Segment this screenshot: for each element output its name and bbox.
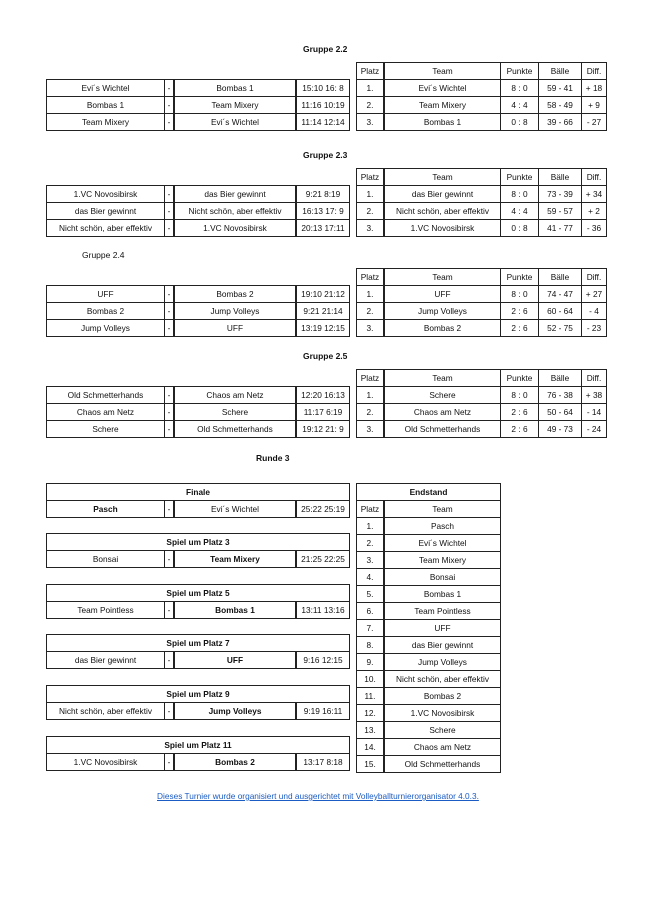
standing-diff: + 38 [582, 387, 607, 404]
standing-platz: 3. [357, 421, 385, 438]
final-match-table [46, 533, 350, 568]
standing-punkte: 4 : 4 [501, 203, 539, 220]
header-baelle: Bälle [539, 169, 582, 186]
header-punkte: Punkte [501, 169, 539, 186]
group-title: Gruppe 2.4 [82, 250, 125, 260]
group-matches-table [46, 185, 350, 237]
endstand-row [357, 620, 501, 637]
match-away: Jump Volleys [174, 303, 296, 320]
standing-team: 1.VC Novosibirsk [384, 220, 501, 237]
header-baelle: Bälle [539, 63, 582, 80]
header-diff: Diff. [582, 169, 607, 186]
endstand-platz: 13. [357, 722, 385, 739]
match-home: Bonsai [47, 551, 165, 568]
header-platz: Platz [357, 63, 385, 80]
match-home: 1.VC Novosibirsk [47, 186, 165, 203]
match-row [47, 602, 350, 619]
match-score: 19:12 21: 9 [296, 421, 350, 438]
match-separator: - [165, 320, 175, 337]
header-diff: Diff. [582, 63, 607, 80]
header-diff: Diff. [582, 370, 607, 387]
endstand-table [356, 483, 501, 773]
final-match-table [46, 634, 350, 669]
match-score: 11:14 12:14 [296, 114, 350, 131]
match-separator: - [165, 97, 175, 114]
endstand-row [357, 518, 501, 535]
match-row [47, 186, 350, 203]
endstand-platz: 14. [357, 739, 385, 756]
endstand-platz: 4. [357, 569, 385, 586]
standing-diff: + 9 [582, 97, 607, 114]
standings-row [357, 114, 607, 131]
endstand-team: Schere [384, 722, 501, 739]
match-home: das Bier gewinnt [47, 203, 165, 220]
match-away: Evi´s Wichtel [174, 114, 296, 131]
endstand-team: Bonsai [384, 569, 501, 586]
endstand-platz: 3. [357, 552, 385, 569]
match-home: Nicht schön, aber effektiv [47, 703, 165, 720]
standing-platz: 2. [357, 203, 385, 220]
header-platz: Platz [357, 169, 385, 186]
standing-team: Chaos am Netz [384, 404, 501, 421]
match-separator: - [165, 303, 175, 320]
standing-baelle: 60 - 64 [539, 303, 582, 320]
endstand-row [357, 739, 501, 756]
endstand-team: 1.VC Novosibirsk [384, 705, 501, 722]
final-title: Spiel um Platz 11 [47, 737, 350, 754]
endstand-platz: 12. [357, 705, 385, 722]
standings-header [357, 370, 607, 387]
endstand-platz: 8. [357, 637, 385, 654]
match-separator: - [165, 652, 175, 669]
endstand-team: Old Schmetterhands [384, 756, 501, 773]
endstand-platz: 11. [357, 688, 385, 705]
match-away: Bombas 1 [174, 602, 296, 619]
standing-platz: 1. [357, 186, 385, 203]
standing-platz: 2. [357, 97, 385, 114]
endstand-team: Jump Volleys [384, 654, 501, 671]
group-standings-table [356, 62, 607, 131]
group-matches-table [46, 79, 350, 131]
standing-diff: - 36 [582, 220, 607, 237]
endstand-platz: 1. [357, 518, 385, 535]
standing-platz: 1. [357, 387, 385, 404]
match-home: Evi´s Wichtel [47, 80, 165, 97]
endstand-row [357, 586, 501, 603]
standing-team: das Bier gewinnt [384, 186, 501, 203]
standing-diff: + 34 [582, 186, 607, 203]
standing-diff: + 18 [582, 80, 607, 97]
match-score: 13:11 13:16 [296, 602, 350, 619]
match-row [47, 320, 350, 337]
final-title-row [47, 484, 350, 501]
endstand-row [357, 654, 501, 671]
standings-row [357, 286, 607, 303]
match-score: 9:16 12:15 [296, 652, 350, 669]
endstand-row [357, 756, 501, 773]
match-home: Jump Volleys [47, 320, 165, 337]
endstand-row [357, 688, 501, 705]
match-away: Old Schmetterhands [174, 421, 296, 438]
match-score: 13:19 12:15 [296, 320, 350, 337]
match-score: 11:17 6:19 [296, 404, 350, 421]
standings-row [357, 186, 607, 203]
standing-platz: 2. [357, 404, 385, 421]
match-away: Bombas 2 [174, 286, 296, 303]
final-match-table [46, 736, 350, 771]
header-baelle: Bälle [539, 370, 582, 387]
standings-row [357, 404, 607, 421]
header-team: Team [384, 169, 501, 186]
standing-baelle: 76 - 38 [539, 387, 582, 404]
endstand-row [357, 569, 501, 586]
standings-row [357, 97, 607, 114]
match-separator: - [165, 421, 175, 438]
header-punkte: Punkte [501, 269, 539, 286]
final-title: Finale [47, 484, 350, 501]
standing-platz: 1. [357, 286, 385, 303]
endstand-title-row [357, 484, 501, 501]
standing-baelle: 50 - 64 [539, 404, 582, 421]
match-home: Chaos am Netz [47, 404, 165, 421]
match-away: Schere [174, 404, 296, 421]
endstand-team: Nicht schön, aber effektiv [384, 671, 501, 688]
match-row [47, 754, 350, 771]
match-score: 11:16 10:19 [296, 97, 350, 114]
header-platz: Platz [357, 269, 385, 286]
match-score: 9:19 16:11 [296, 703, 350, 720]
endstand-team: UFF [384, 620, 501, 637]
match-score: 25:22 25:19 [296, 501, 350, 518]
match-home: Team Pointless [47, 602, 165, 619]
match-home: Team Mixery [47, 114, 165, 131]
match-row [47, 652, 350, 669]
standing-platz: 1. [357, 80, 385, 97]
match-score: 9:21 21:14 [296, 303, 350, 320]
endstand-team: Team Pointless [384, 603, 501, 620]
standing-diff: + 27 [582, 286, 607, 303]
endstand-platz: 15. [357, 756, 385, 773]
header-diff: Diff. [582, 269, 607, 286]
final-match-table [46, 685, 350, 720]
endstand-team: Pasch [384, 518, 501, 535]
final-title-row [47, 585, 350, 602]
standing-punkte: 8 : 0 [501, 286, 539, 303]
standing-punkte: 0 : 8 [501, 114, 539, 131]
endstand-platz: 10. [357, 671, 385, 688]
standings-row [357, 220, 607, 237]
standing-platz: 3. [357, 220, 385, 237]
match-home: das Bier gewinnt [47, 652, 165, 669]
standing-diff: - 23 [582, 320, 607, 337]
final-title: Spiel um Platz 9 [47, 686, 350, 703]
group-standings-table [356, 369, 607, 438]
match-row [47, 421, 350, 438]
group-title: Gruppe 2.5 [303, 351, 348, 361]
standing-punkte: 0 : 8 [501, 220, 539, 237]
standing-baelle: 73 - 39 [539, 186, 582, 203]
match-away: das Bier gewinnt [174, 186, 296, 203]
match-away: Team Mixery [174, 551, 296, 568]
final-title-row [47, 686, 350, 703]
round-title: Runde 3 [256, 453, 290, 463]
header-baelle: Bälle [539, 269, 582, 286]
footer-link[interactable]: Dieses Turnier wurde organisiert und ausgerichtet mit Volleyballturnierorganisator 4.0.3. [157, 791, 479, 801]
standing-team: Bombas 2 [384, 320, 501, 337]
match-separator: - [165, 186, 175, 203]
match-home: Schere [47, 421, 165, 438]
match-home: Nicht schön, aber effektiv [47, 220, 165, 237]
match-separator: - [165, 602, 175, 619]
match-away: Bombas 2 [174, 754, 296, 771]
standing-baelle: 59 - 57 [539, 203, 582, 220]
endstand-team: das Bier gewinnt [384, 637, 501, 654]
standings-header [357, 269, 607, 286]
header-team: Team [384, 370, 501, 387]
match-home: Bombas 1 [47, 97, 165, 114]
standing-punkte: 8 : 0 [501, 80, 539, 97]
match-score: 20:13 17:11 [296, 220, 350, 237]
match-row [47, 303, 350, 320]
endstand-team: Bombas 1 [384, 586, 501, 603]
standing-diff: + 2 [582, 203, 607, 220]
endstand-team: Evi´s Wichtel [384, 535, 501, 552]
standing-punkte: 8 : 0 [501, 387, 539, 404]
match-separator: - [165, 754, 175, 771]
match-row [47, 501, 350, 518]
standings-row [357, 387, 607, 404]
match-score: 19:10 21:12 [296, 286, 350, 303]
match-row [47, 703, 350, 720]
match-separator: - [165, 404, 175, 421]
match-row [47, 404, 350, 421]
standing-team: Team Mixery [384, 97, 501, 114]
standings-row [357, 303, 607, 320]
match-row [47, 286, 350, 303]
endstand-row [357, 705, 501, 722]
match-separator: - [165, 501, 175, 518]
group-title: Gruppe 2.2 [303, 44, 348, 54]
match-separator: - [165, 551, 175, 568]
header-team: Team [384, 63, 501, 80]
standing-team: Bombas 1 [384, 114, 501, 131]
standing-punkte: 2 : 6 [501, 303, 539, 320]
match-row [47, 114, 350, 131]
match-home: 1.VC Novosibirsk [47, 754, 165, 771]
header-team: Team [384, 269, 501, 286]
final-match-table [46, 483, 350, 518]
standing-punkte: 2 : 6 [501, 320, 539, 337]
endstand-title: Endstand [357, 484, 501, 501]
match-score: 12:20 16:13 [296, 387, 350, 404]
standings-header [357, 63, 607, 80]
standing-platz: 3. [357, 114, 385, 131]
standing-baelle: 41 - 77 [539, 220, 582, 237]
match-row [47, 220, 350, 237]
match-away: Jump Volleys [174, 703, 296, 720]
standing-platz: 2. [357, 303, 385, 320]
group-standings-table [356, 268, 607, 337]
match-away: Team Mixery [174, 97, 296, 114]
endstand-row [357, 535, 501, 552]
group-title: Gruppe 2.3 [303, 150, 348, 160]
header-punkte: Punkte [501, 370, 539, 387]
header-team: Team [384, 501, 501, 518]
endstand-row [357, 722, 501, 739]
match-away: Chaos am Netz [174, 387, 296, 404]
final-match-table [46, 584, 350, 619]
match-row [47, 387, 350, 404]
final-title: Spiel um Platz 3 [47, 534, 350, 551]
match-separator: - [165, 286, 175, 303]
final-title-row [47, 737, 350, 754]
match-score: 15:10 16: 8 [296, 80, 350, 97]
standing-diff: - 4 [582, 303, 607, 320]
endstand-team: Team Mixery [384, 552, 501, 569]
match-row [47, 97, 350, 114]
standing-baelle: 59 - 41 [539, 80, 582, 97]
group-standings-table [356, 168, 607, 237]
endstand-platz: 6. [357, 603, 385, 620]
standing-team: Nicht schön, aber effektiv [384, 203, 501, 220]
standing-platz: 3. [357, 320, 385, 337]
standing-baelle: 39 - 66 [539, 114, 582, 131]
match-home: Pasch [47, 501, 165, 518]
endstand-row [357, 603, 501, 620]
standings-header [357, 169, 607, 186]
standing-team: Old Schmetterhands [384, 421, 501, 438]
endstand-team: Bombas 2 [384, 688, 501, 705]
match-row [47, 203, 350, 220]
endstand-row [357, 637, 501, 654]
header-platz: Platz [357, 501, 385, 518]
match-row [47, 551, 350, 568]
match-row [47, 80, 350, 97]
match-score: 13:17 8:18 [296, 754, 350, 771]
match-separator: - [165, 387, 175, 404]
endstand-platz: 7. [357, 620, 385, 637]
endstand-header [357, 501, 501, 518]
standing-baelle: 52 - 75 [539, 320, 582, 337]
final-title: Spiel um Platz 5 [47, 585, 350, 602]
match-away: Evi´s Wichtel [174, 501, 296, 518]
standing-team: Jump Volleys [384, 303, 501, 320]
standing-team: UFF [384, 286, 501, 303]
endstand-team: Chaos am Netz [384, 739, 501, 756]
standings-row [357, 421, 607, 438]
match-score: 21:25 22:25 [296, 551, 350, 568]
match-separator: - [165, 203, 175, 220]
standings-row [357, 80, 607, 97]
match-separator: - [165, 80, 175, 97]
standings-row [357, 203, 607, 220]
match-score: 16:13 17: 9 [296, 203, 350, 220]
endstand-row [357, 552, 501, 569]
endstand-platz: 5. [357, 586, 385, 603]
match-separator: - [165, 114, 175, 131]
match-away: UFF [174, 320, 296, 337]
standing-baelle: 49 - 73 [539, 421, 582, 438]
match-home: UFF [47, 286, 165, 303]
standing-punkte: 2 : 6 [501, 404, 539, 421]
endstand-platz: 9. [357, 654, 385, 671]
group-matches-table [46, 386, 350, 438]
standing-diff: - 27 [582, 114, 607, 131]
group-matches-table [46, 285, 350, 337]
final-title: Spiel um Platz 7 [47, 635, 350, 652]
standing-punkte: 2 : 6 [501, 421, 539, 438]
endstand-row [357, 671, 501, 688]
match-separator: - [165, 703, 175, 720]
final-title-row [47, 534, 350, 551]
header-platz: Platz [357, 370, 385, 387]
standing-team: Schere [384, 387, 501, 404]
standing-punkte: 4 : 4 [501, 97, 539, 114]
standing-team: Evi´s Wichtel [384, 80, 501, 97]
match-away: 1.VC Novosibirsk [174, 220, 296, 237]
match-home: Old Schmetterhands [47, 387, 165, 404]
standing-punkte: 8 : 0 [501, 186, 539, 203]
match-separator: - [165, 220, 175, 237]
standing-baelle: 74 - 47 [539, 286, 582, 303]
match-score: 9:21 8:19 [296, 186, 350, 203]
endstand-platz: 2. [357, 535, 385, 552]
header-punkte: Punkte [501, 63, 539, 80]
standings-row [357, 320, 607, 337]
standing-baelle: 58 - 49 [539, 97, 582, 114]
match-home: Bombas 2 [47, 303, 165, 320]
match-away: Nicht schön, aber effektiv [174, 203, 296, 220]
match-away: Bombas 1 [174, 80, 296, 97]
standing-diff: - 24 [582, 421, 607, 438]
standing-diff: - 14 [582, 404, 607, 421]
final-title-row [47, 635, 350, 652]
match-away: UFF [174, 652, 296, 669]
